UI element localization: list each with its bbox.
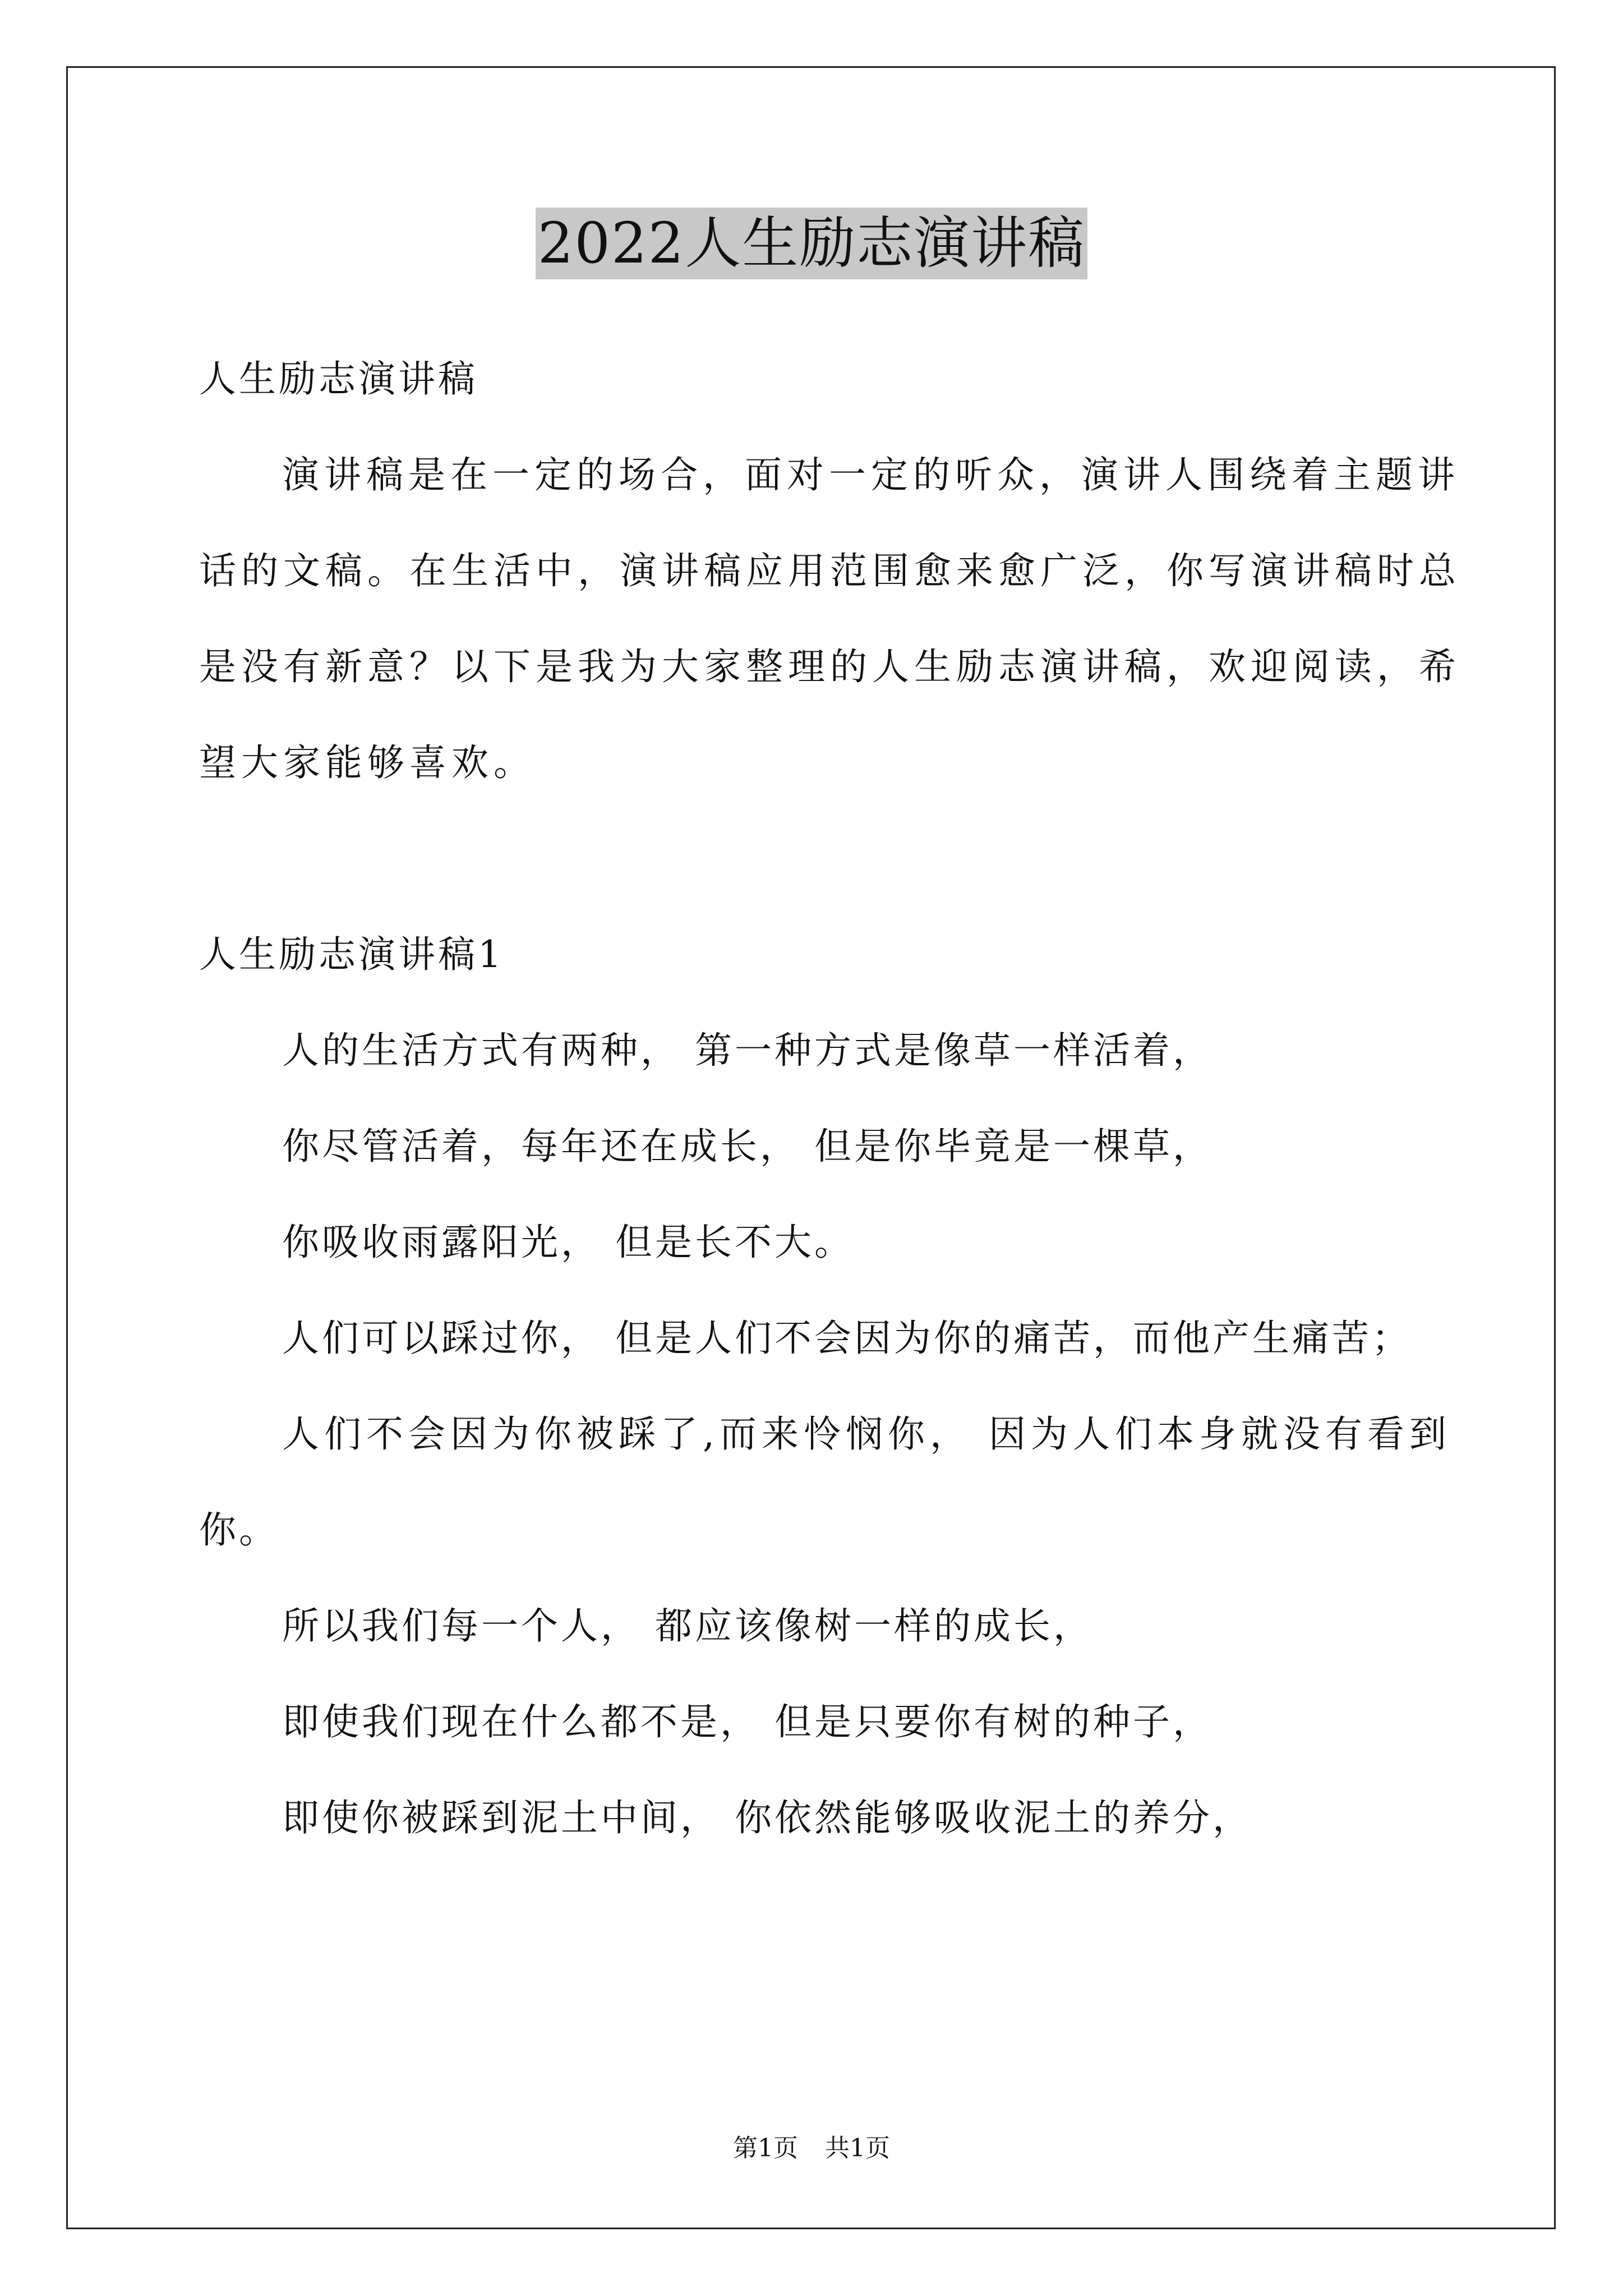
body-line: 人们不会因为你被踩了,而来怜悯你， 因为人们本身就没有看到: [282, 1412, 1451, 1456]
body-line: 所以我们每一个人， 都应该像树一样的成长，: [282, 1604, 1093, 1648]
document-title: 2022人生励志演讲稿: [536, 208, 1088, 279]
body-line: 你。: [199, 1508, 279, 1552]
body-line: 你吸收雨露阳光， 但是长不大。: [282, 1221, 854, 1264]
intro-line: 话的文稿。在生活中，演讲稿应用范围愈来愈广泛，你写演讲稿时总: [199, 549, 1461, 592]
paragraph-gap: [199, 811, 1433, 907]
body-line: 你尽管活着，每年还在成长， 但是你毕竟是一棵草，: [282, 1125, 1212, 1168]
section-heading: 人生励志演讲稿1: [199, 933, 504, 976]
intro-line: 演讲稿是在一定的场合，面对一定的听众，演讲人围绕着主题讲: [282, 453, 1460, 496]
body-line: 人们可以踩过你， 但是人们不会因为你的痛苦，而他产生痛苦；: [282, 1317, 1412, 1360]
subtitle: 人生励志演讲稿: [199, 357, 478, 401]
body-line: 即使你被踩到泥土中间， 你依然能够吸收泥土的养分，: [282, 1796, 1252, 1839]
page-footer: [0, 2132, 1623, 2165]
title-container: [0, 208, 1623, 279]
body-line: 即使我们现在什么都不是， 但是只要你有树的种子，: [282, 1700, 1212, 1743]
body-line: 人的生活方式有两种， 第一种方式是像草一样活着，: [282, 1029, 1212, 1072]
page-number-current: 第1页: [733, 2134, 798, 2162]
intro-line: 望大家能够喜欢。: [199, 741, 536, 784]
page-number-total: 共1页: [825, 2134, 890, 2162]
document-body: [199, 331, 1461, 1866]
intro-line: 是没有新意？以下是我为大家整理的人生励志演讲稿，欢迎阅读，希: [199, 645, 1461, 688]
